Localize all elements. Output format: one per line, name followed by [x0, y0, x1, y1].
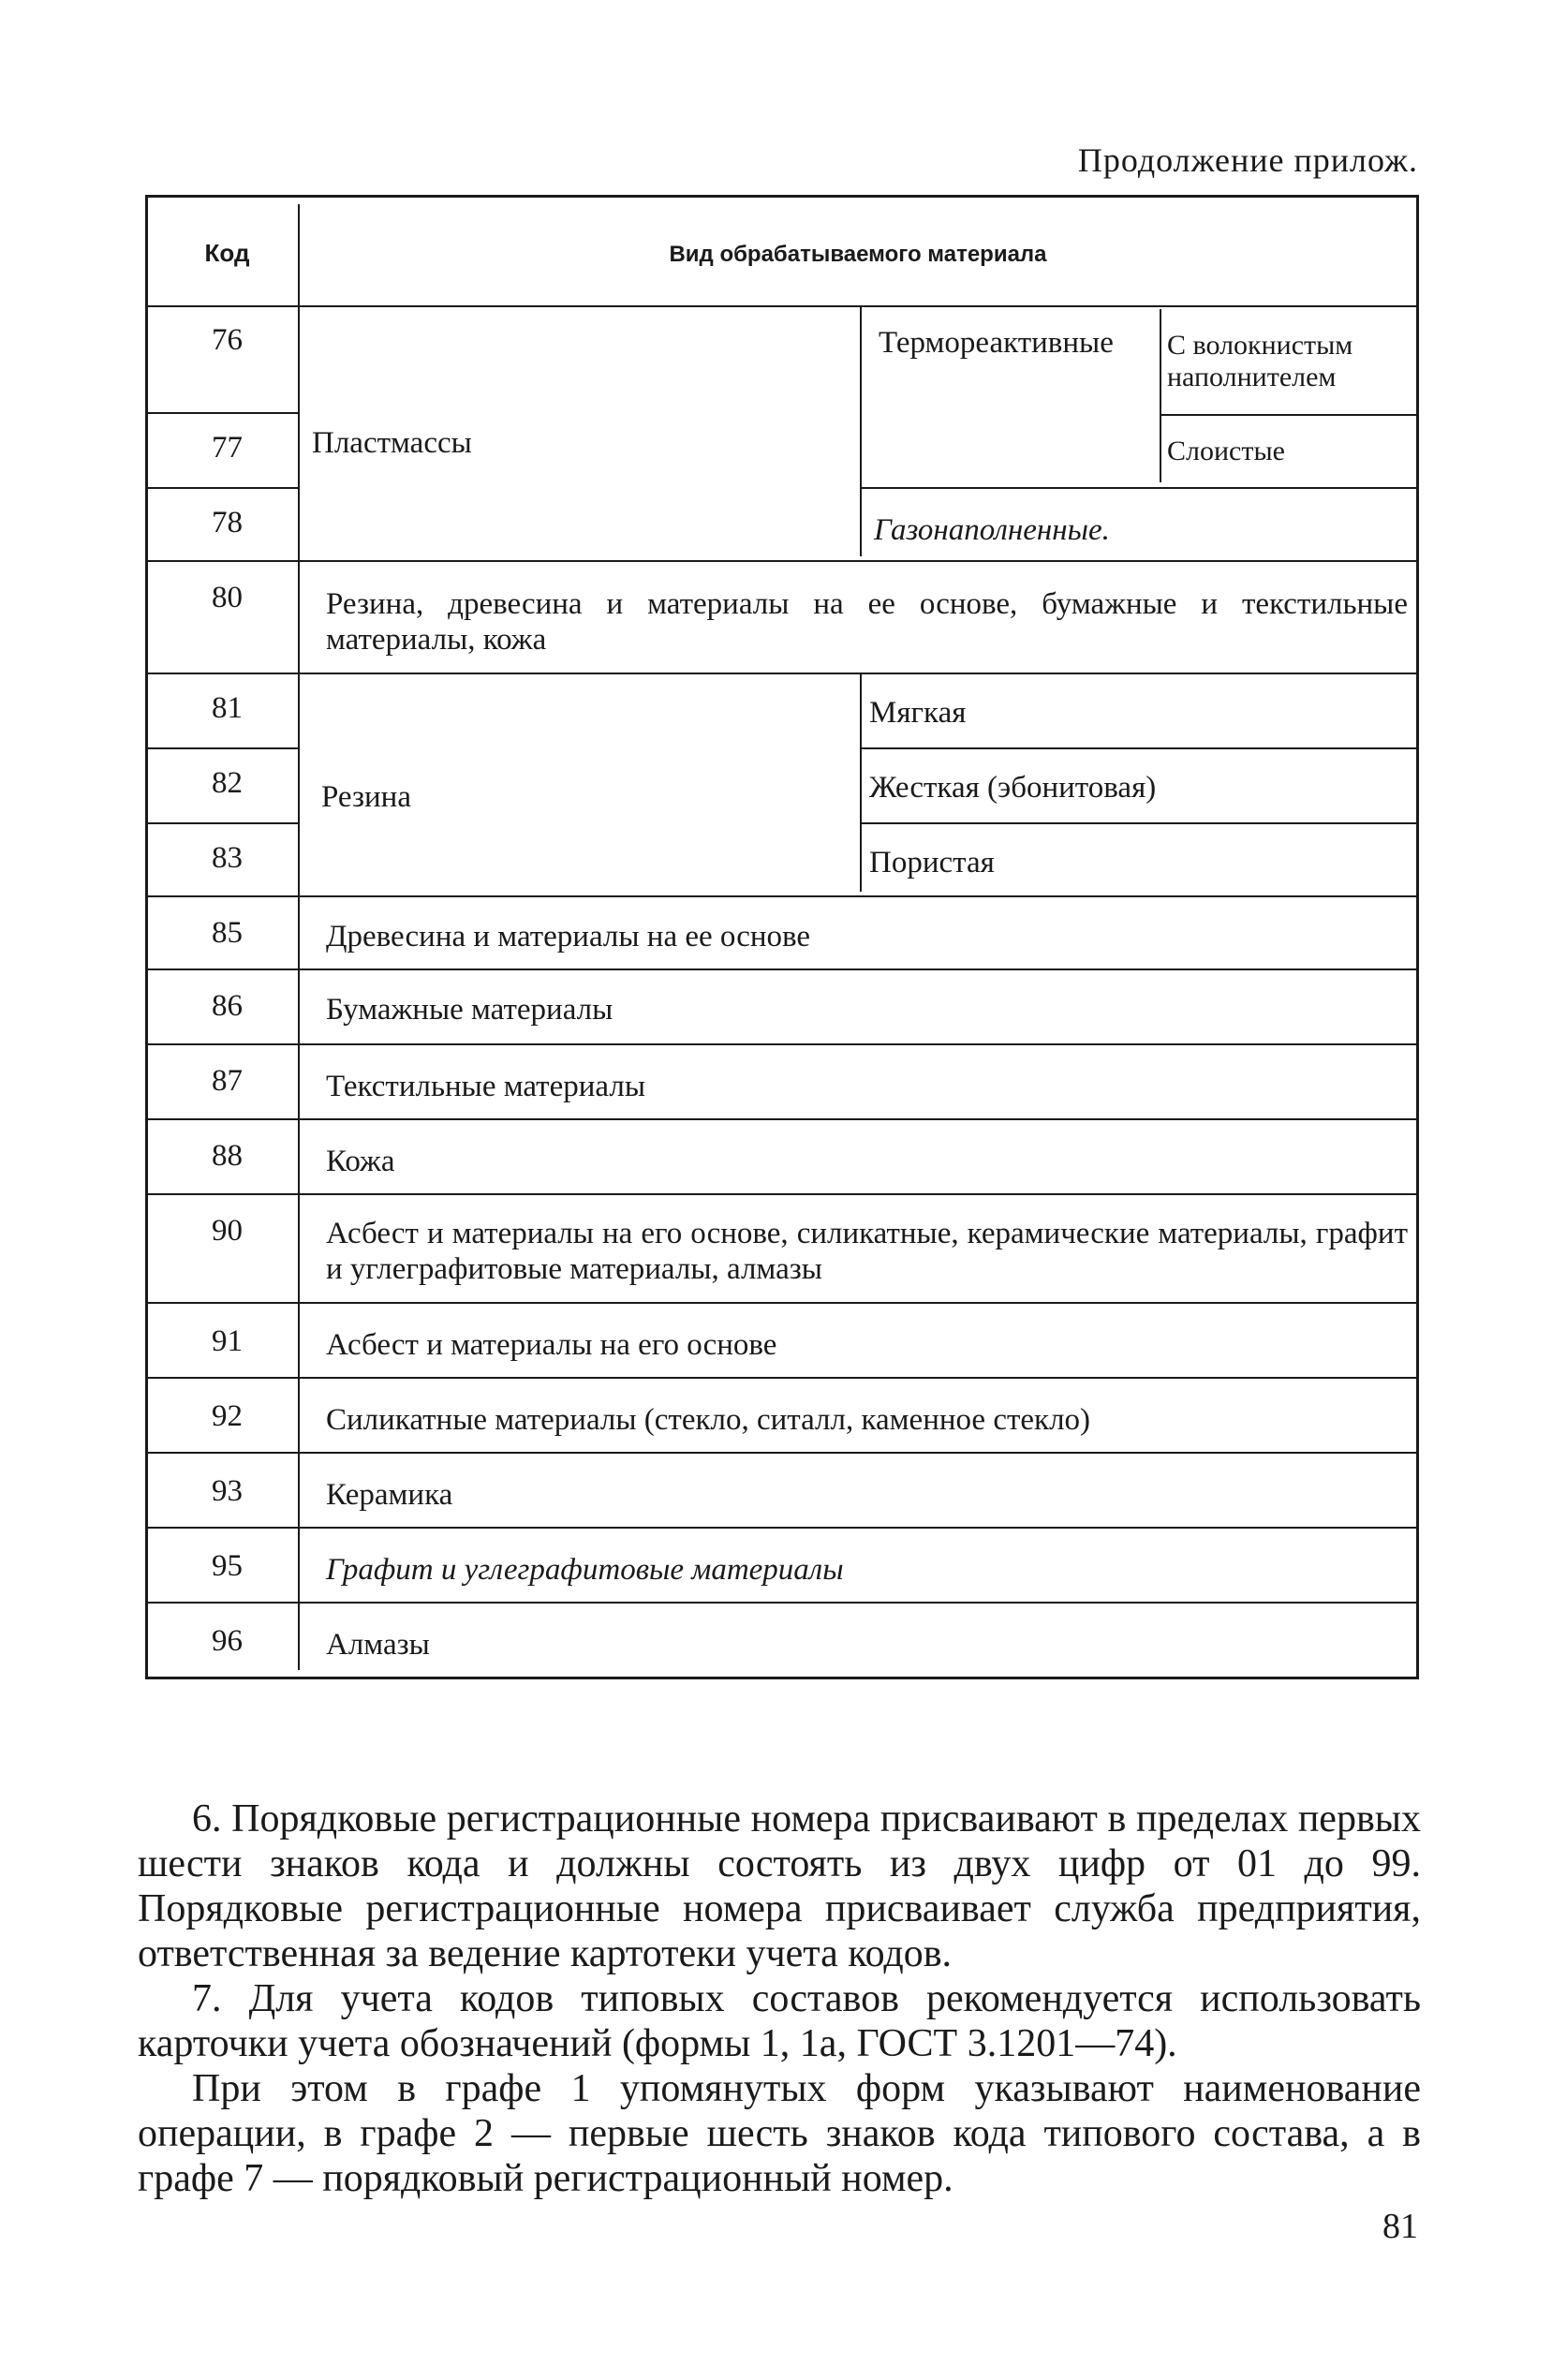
- row-93-text: Керамика: [326, 1478, 453, 1512]
- hard-label: Жесткая (эбонитовая): [869, 771, 1157, 805]
- row-88-text: Кожа: [326, 1145, 395, 1178]
- page-number: 81: [1382, 2207, 1418, 2246]
- code-78: 78: [212, 506, 243, 540]
- row-90-text: Асбест и материалы на его основе, силикатные, керамические материалы, графит и углеграфитовые материалы, алмазы: [326, 1217, 1408, 1286]
- continuation-note: Продолжение прилож.: [1077, 141, 1418, 179]
- row-91-text: Асбест и материалы на его основе: [326, 1328, 777, 1362]
- plastics-label: Пластмассы: [312, 426, 472, 460]
- soft-label: Мягкая: [869, 696, 967, 730]
- gas-filled-label: Газонаполненные.: [874, 513, 1110, 547]
- row-85-text: Древесина и материалы на ее основе: [326, 920, 811, 953]
- code-95: 95: [212, 1549, 243, 1583]
- header-code: Код: [204, 239, 250, 267]
- paragraph-6: 6. Порядковые регистрационные номера присваивают в пределах первых шести знаков кода и должны состоять из двух цифр от 01 до 99. Порядковые регистрационные номера присваивает служба предприятия, ответственная за ведение картотеки учета кодов.: [138, 1797, 1421, 1975]
- header-material: Вид обрабатываемого материала: [669, 242, 1047, 267]
- row-92-text: Силикатные материалы (стекло, ситалл, каменное стекло): [326, 1403, 1091, 1437]
- code-88: 88: [212, 1139, 243, 1173]
- code-96: 96: [212, 1624, 243, 1658]
- rubber-label: Резина: [321, 780, 411, 814]
- code-76: 76: [212, 323, 243, 357]
- paragraph-8: При этом в графе 1 упомянутых форм указывают наименование операции, в графе 2 — первые шесть знаков кода типового состава, а в графе 7 — порядковый регистрационный номер.: [138, 2067, 1421, 2200]
- paragraph-7: 7. Для учета кодов типовых составов рекомендуется использовать карточки учета обозначений (формы 1, 1а, ГОСТ 3.1201—74).: [138, 1977, 1421, 2065]
- code-81: 81: [212, 691, 243, 725]
- code-82: 82: [212, 766, 243, 800]
- code-85: 85: [212, 916, 243, 950]
- row-80-text: Резина, древесина и материалы на ее основе, бумажные и текстильные материалы, кожа: [326, 587, 1408, 657]
- code-91: 91: [212, 1324, 243, 1358]
- code-77: 77: [212, 431, 243, 465]
- code-80: 80: [212, 581, 243, 614]
- row-96-text: Алмазы: [326, 1628, 430, 1662]
- code-87: 87: [212, 1064, 243, 1098]
- row-95-text: Графит и углеграфитовые материалы: [326, 1553, 844, 1587]
- layered-label: Слоистые: [1167, 436, 1285, 466]
- row-87-text: Текстильные материалы: [326, 1070, 645, 1103]
- code-86: 86: [212, 989, 243, 1023]
- code-90: 90: [212, 1214, 243, 1248]
- fibrous-filler-label: С волокнистым наполнителем: [1167, 330, 1353, 392]
- code-93: 93: [212, 1474, 243, 1508]
- thermoset-label: Термореактивные: [879, 326, 1114, 360]
- code-83: 83: [212, 841, 243, 875]
- code-92: 92: [212, 1399, 243, 1433]
- row-86-text: Бумажные материалы: [326, 993, 613, 1027]
- porous-label: Пористая: [869, 846, 995, 880]
